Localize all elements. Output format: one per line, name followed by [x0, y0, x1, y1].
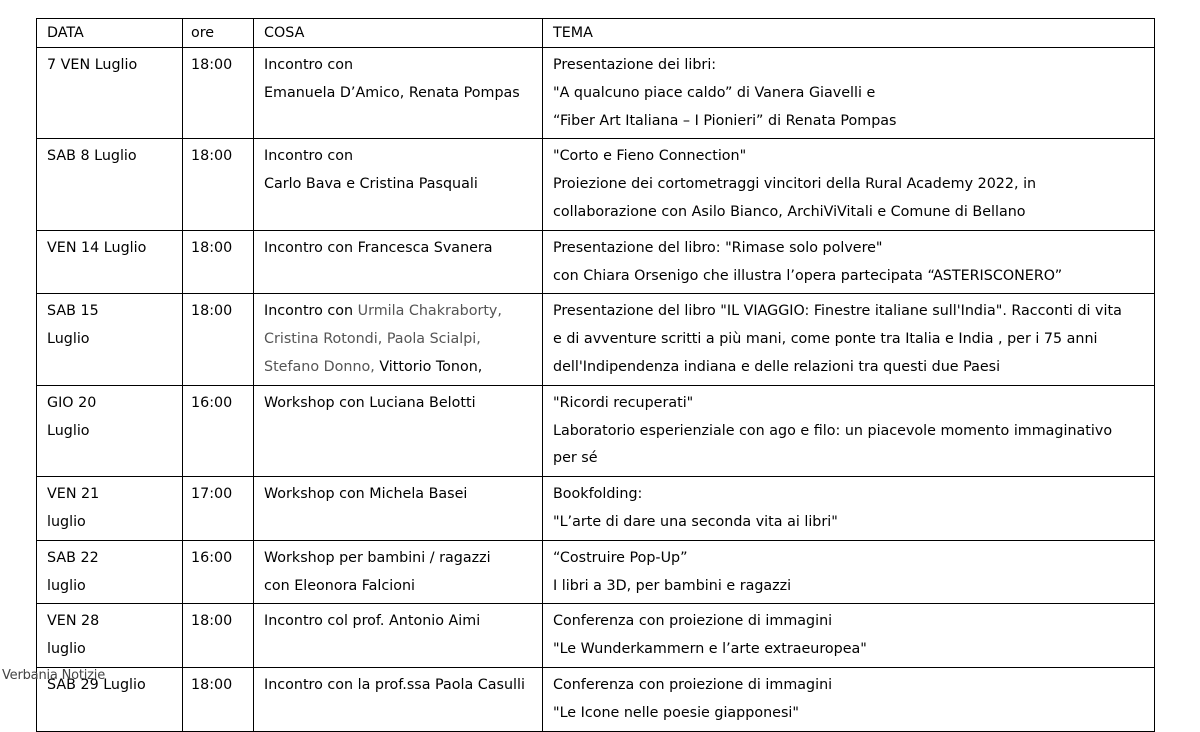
date-text: VEN 14 Luglio [47, 239, 147, 256]
what-cell [254, 540, 543, 604]
what-segment: Cristina Rotondi, [264, 331, 383, 348]
what-line: Emanuela D’Amico, Renata Pompas [264, 84, 520, 101]
theme-line: "Le Wunderkammern e l’arte extraeuropea" [553, 641, 867, 658]
time-cell: 18:00 [183, 667, 254, 731]
table-row [37, 667, 1155, 731]
theme-line: "Le Icone nelle poesie giapponesi" [553, 704, 799, 721]
what-segment: Stefano Donno, [264, 358, 375, 375]
date-cell [37, 139, 183, 230]
schedule-table [36, 18, 1155, 732]
date-text: 7 VEN Luglio [47, 57, 138, 73]
theme-line: per sé [553, 450, 598, 467]
table-row [37, 540, 1155, 604]
time-cell: 16:00 [183, 540, 254, 604]
theme-cell [543, 48, 1155, 139]
theme-cell [543, 604, 1155, 668]
date-text: GIO 20 [47, 394, 97, 411]
header-what: COSA [254, 19, 543, 48]
time-cell: 17:00 [183, 477, 254, 541]
theme-cell [543, 667, 1155, 731]
theme-line: "L’arte di dare una seconda vita ai libri" [553, 513, 838, 530]
what-line [264, 354, 536, 382]
what-line: Incontro con [264, 148, 354, 165]
date-text: SAB 29 Luglio [47, 676, 146, 693]
time-cell: 16:00 [183, 385, 254, 476]
what-line: Workshop per bambini / ragazzi [264, 549, 491, 566]
date-cell [37, 604, 183, 668]
theme-line: Laboratorio esperienziale con ago e filo: un piacevole momento immaginativo [553, 422, 1113, 439]
what-line: Incontro con [264, 57, 354, 73]
theme-line: Conferenza con proiezione di immagini [553, 613, 833, 630]
time-cell: 18:00 [183, 294, 254, 385]
date-cell [37, 385, 183, 476]
time-cell: 18:00 [183, 604, 254, 668]
theme-line: con Chiara Orsenigo che illustra l’opera partecipata “ASTERISCONERO” [553, 267, 1063, 284]
theme-line: Proiezione dei cortometraggi vincitori della Rural Academy 2022, in [553, 176, 1037, 193]
what-line [264, 298, 536, 326]
table-row [37, 477, 1155, 541]
date-text: SAB 22 [47, 549, 99, 566]
theme-line: Conferenza con proiezione di immagini [553, 676, 833, 693]
table-row [37, 385, 1155, 476]
theme-line: e di avventure scritti a più mani, come ponte tra Italia e India , per i 75 anni [553, 331, 1098, 348]
table-header-row [37, 19, 1155, 48]
what-line: Workshop con Michela Basei [264, 486, 468, 503]
what-segment: Urmila Chakraborty, [357, 303, 502, 320]
date-cell [37, 477, 183, 541]
date-cell [37, 540, 183, 604]
theme-line: dell'Indipendenza indiana e delle relazioni tra questi due Paesi [553, 358, 1001, 375]
what-line: Incontro col prof. Antonio Aimi [264, 613, 481, 630]
theme-line: Bookfolding: [553, 486, 643, 503]
date-cell [37, 48, 183, 139]
what-line: Incontro con Francesca Svanera [264, 239, 493, 256]
what-segment: Incontro con [264, 303, 358, 320]
date-text: SAB 8 Luglio [47, 148, 137, 165]
theme-cell [543, 540, 1155, 604]
theme-line: “Fiber Art Italiana – I Pionieri” di Renata Pompas [553, 112, 897, 129]
what-line: Workshop con Luciana Belotti [264, 394, 476, 411]
what-cell [254, 48, 543, 139]
time-cell: 18:00 [183, 139, 254, 230]
time-cell: 18:00 [183, 230, 254, 294]
what-segment: Paola Scialpi, [386, 331, 481, 348]
what-cell [254, 230, 543, 294]
date-text: Luglio [47, 422, 90, 439]
theme-line: Presentazione del libro: "Rimase solo polvere" [553, 239, 883, 256]
theme-line: Presentazione dei libri: [553, 57, 717, 73]
what-cell [254, 667, 543, 731]
date-cell [37, 230, 183, 294]
date-text: Luglio [47, 331, 90, 348]
theme-cell [543, 139, 1155, 230]
theme-cell [543, 385, 1155, 476]
source-credit: Verbania Notizie [2, 668, 106, 683]
what-line: Incontro con la prof.ssa Paola Casulli [264, 676, 525, 693]
what-cell [254, 139, 543, 230]
date-text: SAB 15 [47, 303, 99, 320]
theme-line: Presentazione del libro "IL VIAGGIO: Finestre italiane sull'India". Racconti di vita [553, 303, 1122, 320]
what-segment: Vittorio Tonon, [374, 358, 483, 375]
table-row [37, 139, 1155, 230]
what-line: Carlo Bava e Cristina Pasquali [264, 176, 478, 193]
table-row [37, 48, 1155, 139]
date-text: luglio [47, 641, 86, 658]
theme-line: collaborazione con Asilo Bianco, ArchiViVitali e Comune di Bellano [553, 203, 1026, 220]
time-cell: 18:00 [183, 48, 254, 139]
table-row [37, 230, 1155, 294]
date-cell [37, 294, 183, 385]
theme-line: "Ricordi recuperati" [553, 394, 694, 411]
theme-cell [543, 294, 1155, 385]
theme-line: "A qualcuno piace caldo” di Vanera Giavelli e [553, 84, 876, 101]
table-row [37, 294, 1155, 385]
what-line [264, 326, 536, 354]
date-text: VEN 21 [47, 486, 100, 503]
theme-cell [543, 230, 1155, 294]
what-line: con Eleonora Falcioni [264, 577, 416, 594]
table-row [37, 604, 1155, 668]
header-theme: TEMA [543, 19, 1155, 48]
what-cell [254, 604, 543, 668]
date-text: luglio [47, 513, 86, 530]
header-date: DATA [37, 19, 183, 48]
what-cell [254, 294, 543, 385]
theme-line: I libri a 3D, per bambini e ragazzi [553, 577, 792, 594]
what-cell [254, 477, 543, 541]
date-text: luglio [47, 577, 86, 594]
theme-line: “Costruire Pop-Up” [553, 549, 688, 566]
what-cell [254, 385, 543, 476]
theme-line: "Corto e Fieno Connection" [553, 148, 747, 165]
date-text: VEN 28 [47, 613, 100, 630]
header-time: ore [183, 19, 254, 48]
theme-cell [543, 477, 1155, 541]
